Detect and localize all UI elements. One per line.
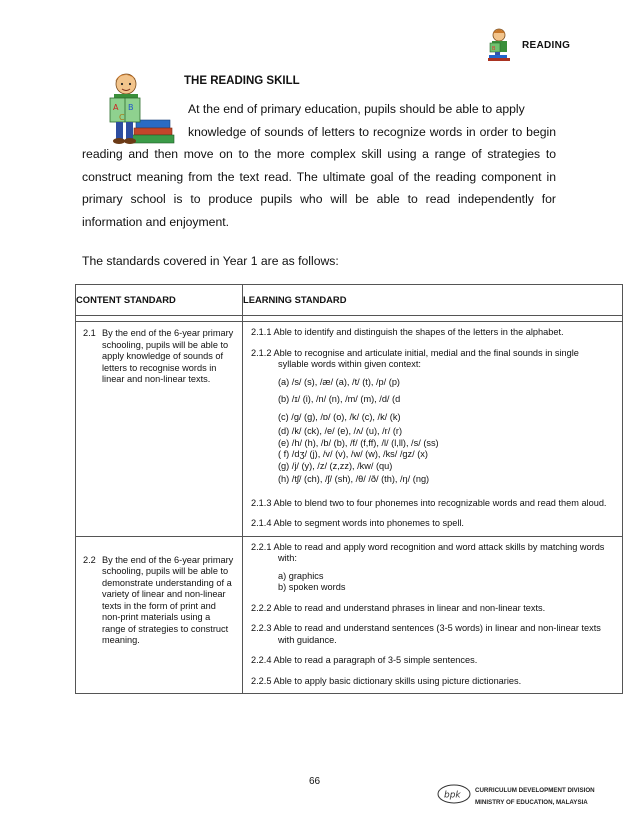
intro-body	[82, 125, 556, 229]
learning-standard-item: 2.2.4 Able to read a paragraph of 3-5 simple sentences.	[251, 655, 478, 665]
sound-list	[251, 377, 612, 486]
svg-text:B: B	[492, 46, 496, 52]
content-standard-text: By the end of the 6-year primary schooling, pupils will be able to apply knowledge of sounds of letters to recognise words in linear and non-linear texts.	[102, 328, 234, 384]
col-learning-standard-header: LEARNING STANDARD	[243, 285, 623, 316]
table-row	[76, 536, 623, 694]
table-row	[76, 322, 623, 537]
content-standard-text: By the end of the 6-year primary schooling, pupils will be able to demonstrate understanding of a variety of linear and non-linear texts in the form of print and non-print materials using a range of strategies to construct meaning.	[102, 554, 234, 645]
footer-org-line1: CURRICULUM DEVELOPMENT DIVISION	[475, 787, 595, 794]
sound-line: (c) /g/ (g), /ɒ/ (o), /k/ (c), /k/ (k)	[278, 411, 401, 422]
learning-standard-item: 2.1.1 Able to identify and distinguish the shapes of the letters in the alphabet.	[251, 327, 564, 337]
svg-text:C: C	[119, 113, 125, 122]
standards-table	[75, 284, 623, 694]
section-title: THE READING SKILL	[184, 75, 300, 87]
footer-organization	[475, 785, 595, 809]
col-content-standard-header: CONTENT STANDARD	[76, 285, 243, 316]
content-standard-cell	[76, 536, 243, 694]
match-option: b) spoken words	[278, 582, 346, 592]
intro-rest: knowledge of sounds of letters to recognize words in order to begin reading and then move on to the more complex skill using a range of strategies to construct meaning from the text read. The ultimate goal of the reading component in primary school is to produce pupils who will be able to read independently for information and enjoyment.	[82, 124, 556, 229]
learning-standard-item: 2.1.2 Able to recognise and articulate initial, medial and the final sounds in single syllable words within given context:	[251, 347, 579, 369]
learning-standard-item: 2.1.3 Able to blend two to four phonemes into recognizable words and read them aloud.	[251, 497, 607, 508]
sound-line: (e) /h/ (h), /b/ (b), /f/ (f,ff), /l/ (l,ll), /s/ (ss)	[278, 437, 439, 448]
learning-standard-item: 2.2.1 Able to read and apply word recognition and word attack skills by matching words with:	[251, 541, 605, 563]
header-label: READING	[522, 40, 571, 51]
learning-standard-cell	[243, 536, 623, 694]
content-standard-cell	[76, 322, 243, 537]
content-standard-number: 2.2	[83, 554, 96, 565]
bpk-logo-icon	[437, 784, 471, 804]
learning-standard-item: 2.2.2 Able to read and understand phrases in linear and non-linear texts.	[251, 602, 546, 613]
learning-standard-item: 2.2.3 Able to read and understand sentences (3-5 words) in linear and non-linear texts with guidance.	[251, 623, 601, 645]
standards-intro: The standards covered in Year 1 are as follows:	[82, 254, 339, 268]
intro-first-line: At the end of primary education, pupils should be able to apply	[188, 102, 525, 116]
sound-line: (g) /j/ (y), /z/ (z,zz), /kw/ (qu)	[278, 460, 393, 471]
sound-line: (d) /k/ (ck), /e/ (e), /ʌ/ (u), /r/ (r)	[278, 426, 403, 436]
learning-standard-item: 2.2.5 Able to apply basic dictionary skills using picture dictionaries.	[251, 675, 522, 686]
svg-text:A: A	[113, 103, 119, 112]
table-header-row	[76, 285, 623, 316]
intro-paragraph	[82, 98, 556, 233]
sound-line: (b) /ɪ/ (i), /n/ (n), /m/ (m), /d/ (d	[278, 394, 401, 404]
sound-line: (a) /s/ (s), /æ/ (a), /t/ (t), /p/ (p)	[278, 376, 400, 387]
page-number: 66	[309, 776, 321, 787]
learning-standard-cell	[243, 322, 623, 537]
svg-text:B: B	[128, 103, 134, 112]
sound-line: (h) /tʃ/ (ch), /ʃ/ (sh), /θ/ /ð/ (th), /ŋ/ (ng)	[278, 474, 430, 484]
learning-standard-item: 2.1.4 Able to segment words into phonemes to spell.	[251, 518, 464, 528]
content-standard-number: 2.1	[83, 328, 96, 338]
footer-org-line2: MINISTRY OF EDUCATION, MALAYSIA	[475, 799, 588, 806]
sound-line: ( f) /dʒ/ (j), /v/ (v), /w/ (w), /ks/ /gz/ (x)	[278, 449, 428, 459]
match-option: a) graphics	[278, 570, 324, 581]
bpk-logo-text: bpk	[444, 790, 461, 801]
reading-child-logo-icon	[486, 26, 522, 64]
